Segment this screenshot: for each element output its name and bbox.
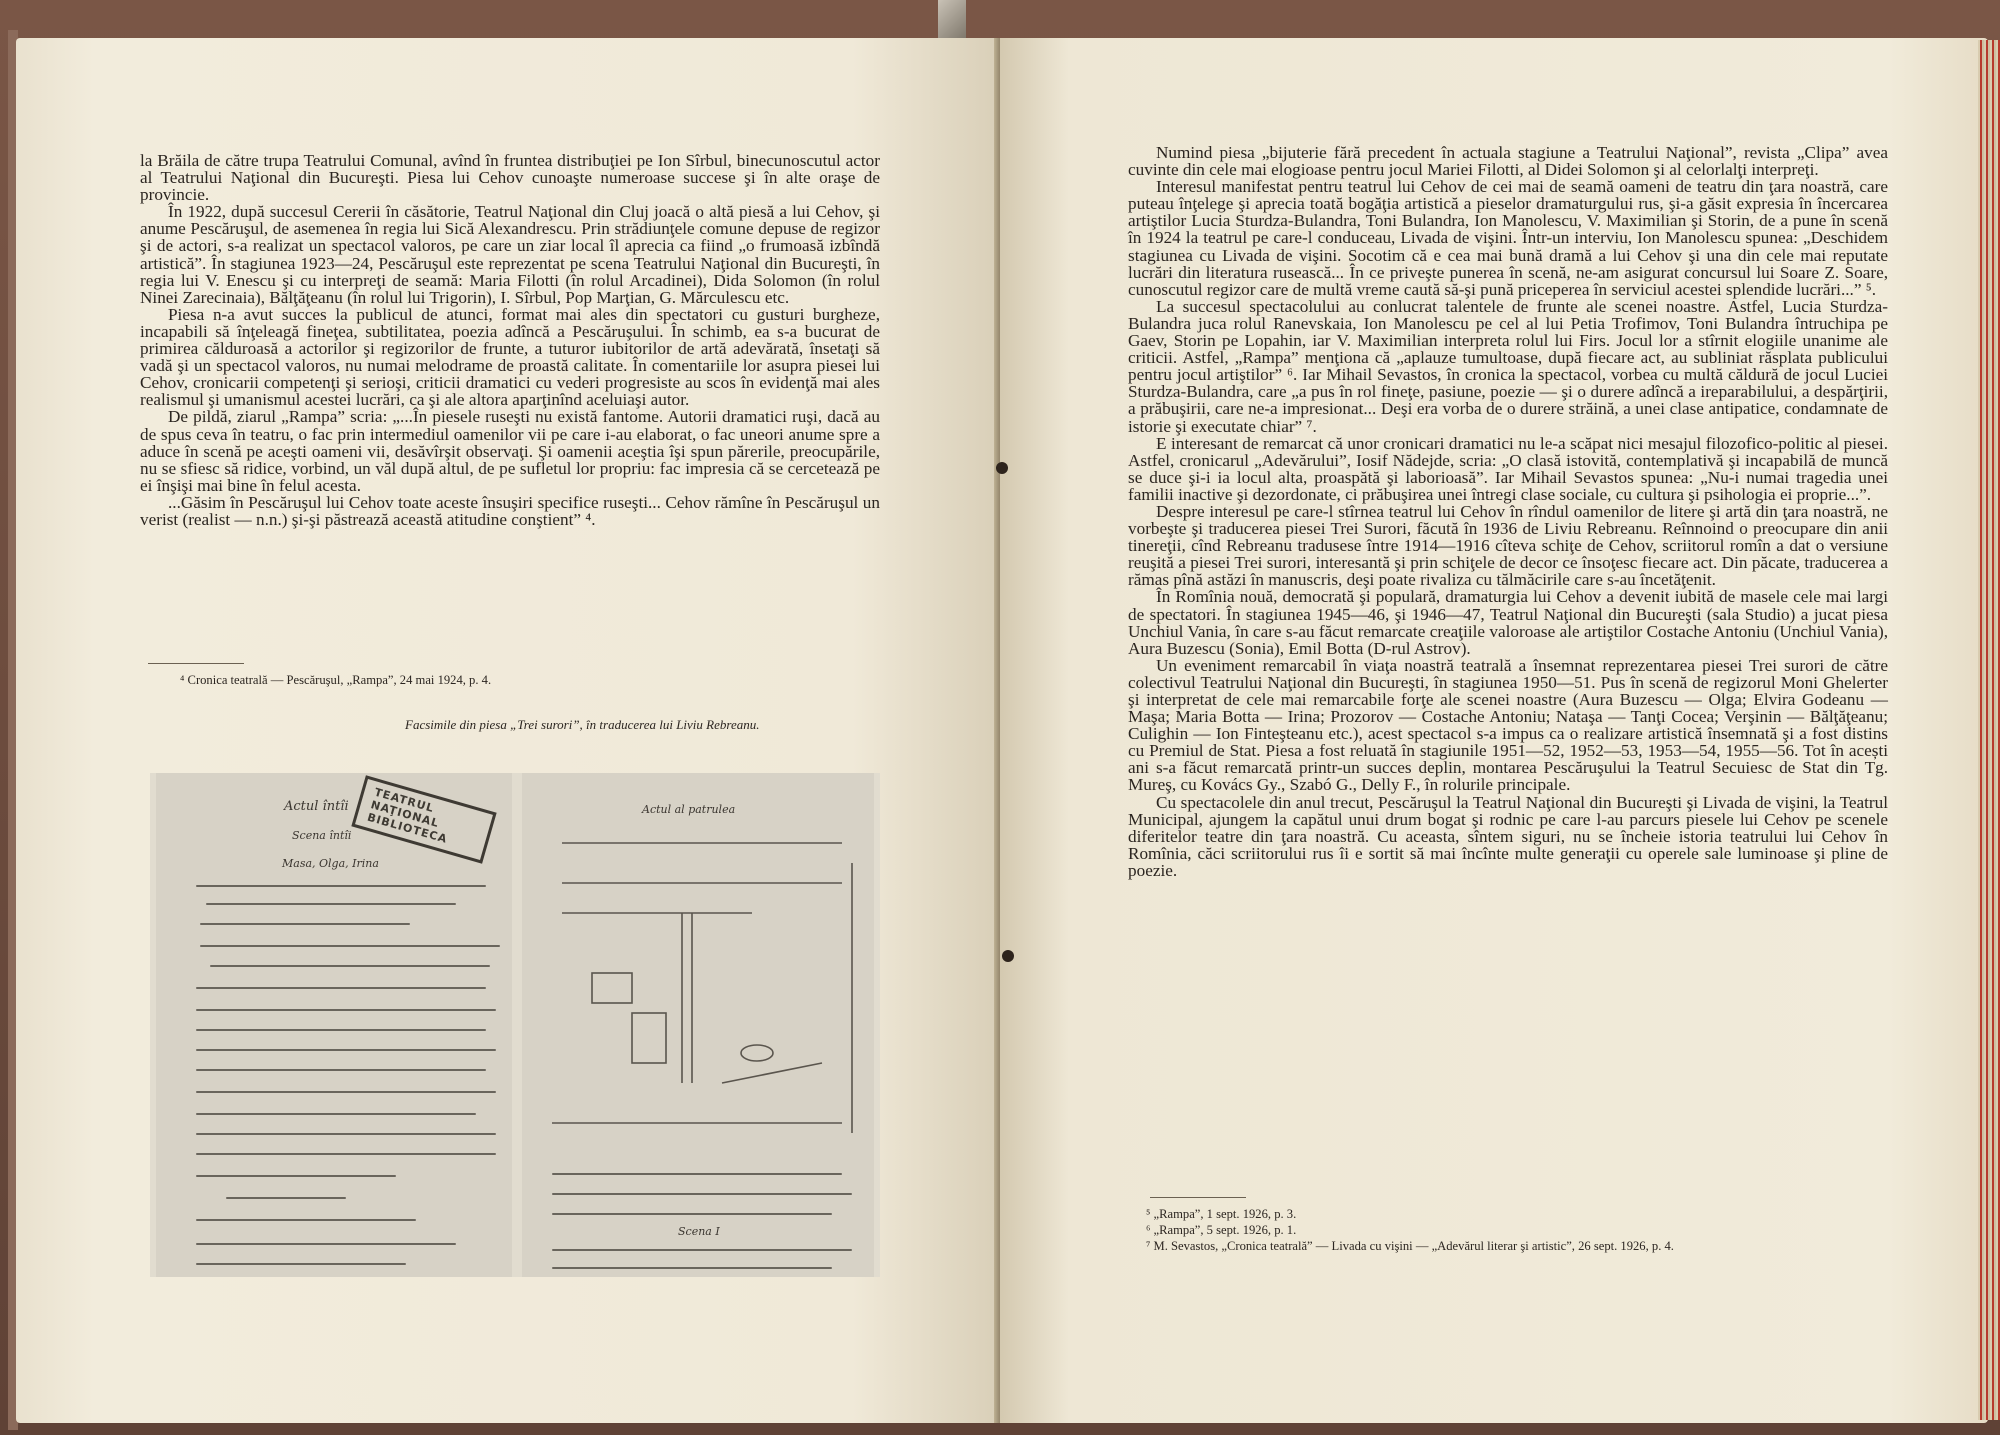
handwritten-heading: Actul întîi [284,799,349,814]
paragraph: În Romînia nouă, democrată şi populară, dramaturgia lui Cehov a devenit iubită de masele cele mai largi de spectatori. În stagiunea 1945—46, şi 1946—47, Teatrul Naţional din Bucureşti (sala Studio) a jucat piesa Unchiul Vania, în care s-au făcut remarcate creaţiile valoroase ale artiştilor Costache Antoniu (Unchiul Vania), Aura Buzescu (Sonia), Emil Botta (D-rul Astrov). [1128,587,1888,658]
footnote: ⁵ „Rampa”, 1 sept. 1926, p. 3. [1146,1207,1297,1221]
bookmark-ribbon [938,0,966,40]
paragraph: Cu spectacolele din anul trecut, Pescăruşul la Teatrul Naţional din Bucureşti şi Livada de vişini, la Teatrul Municipal, ajungem la capătul unui drum bogat şi rodnic pe care l-au parcurs piesele lui Cehov pe scenele diferitelor teatre din ţara noastră. Cu aceasta, sîntem siguri, nu se încheie istoria teatrului lui Cehov în Romînia, căci scriitorului rus îi e sortit să mai încînte multe generaţii cu operele sale luminoase şi pline de poezie. [1128,792,1888,880]
binding-hole [996,462,1008,474]
footnote-rule [1150,1197,1246,1198]
paragraph: E interesant de remarcat că unor cronicari dramatici nu le-a scăpat nici mesajul filozofico-politic al piesei. Astfel, cronicarul „Adevărului”, Iosif Nădejde, scria: „O clasă istovită, contemplativă şi incapabilă de muncă se duce şi-i ia locul alta, proaspătă şi laborioasă”. Iar Mihail Sevastos spunea: „Nu-i numai tragedia unei familii inactive şi dezordonate, ci prăbuşirea unei întregi clase sociale, cu cultura şi psihologia ei proprie...”. [1128,433,1888,504]
paragraph: ...Găsim în Pescăruşul lui Cehov toate aceste însuşiri specifice ruseşti... Cehov rămîne în Pescăruşul un verist (realist — n.n.) şi-şi păstrează această atitudine conştient” ⁴. [140,492,880,529]
paragraph: În 1922, după succesul Cererii în căsătorie, Teatrul Naţional din Cluj joacă o altă piesă a lui Cehov, şi anume Pescăruşul, de asemenea în regia lui Sică Alexandrescu. Prin strădiunţele comune depuse de regizor şi de actori, s-a realizat un spectacol valoros, pe care un ziar local îl aprecia ca fiind „o frumoasă izbîndă artistică”. În stagiunea 1923—24, Pescăruşul este reprezentat pe scena Teatrului Naţional din Bucureşti, în regia lui V. Enescu şi cu interpreţi de seamă: Maria Filotti (în rolul Arcadinei), Dida Solomon (în rolul Ninei Zarecinaia), Bălţăţeanu (în rolul lui Trigorin), I. Sîrbul, Pop Marţian, G. Mărculescu etc. [140,202,880,307]
paragraph: Despre interesul pe care-l stîrnea teatrul lui Cehov în rîndul oamenilor de litere şi artă din ţara noastră, ne vorbeşte şi traducerea piesei Trei Surori, făcută în 1936 de Liviu Rebreanu. Reînnoind o preocupare din anii tinereţii, cînd Rebreanu tradusese între 1914—1916 cîteva schiţe de Cehov, scriitorul romîn a dat o versiune reuşită a piesei Trei surori, interesantă şi prin schiţele de decor ce însoţesc fiecare act. Din păcate, traducerea a rămas pînă astăzi în manuscris, deşi poate rivaliza cu tălmăcirile care s-au încetăţenit. [1128,501,1888,590]
footnote: ⁷ M. Sevastos, „Cronica teatrală” — Livada cu vişini — „Adevărul literar şi artistic”, 26 sept. 1926, p. 4. [1146,1239,1674,1253]
page-edges [1978,40,2000,1420]
footnote-rule [148,663,244,664]
handwritten-subheading: Scena întîi [292,829,352,842]
paragraph: Un eveniment remarcabil în viaţa noastră teatrală a însemnat reprezentarea piesei Trei surori de către colectivul Teatrului Naţional din Bucureşti, în stagiunea 1950—51. Pus în scenă de regizorul Moni Ghelerter şi interpretat de cele mai remarcabile forţe ale scenei noastre (Aura Buzescu — Olga; Elvira Godeanu — Maşa; Maria Botta — Irina; Prozorov — Costache Antoniu; Nataşa — Tanţi Cocea; Verşinin — Bălţăţeanu; Culighin — Ion Finteşteanu etc.), acest spectacol s-a impus ca o realizare artistică însemnată şi a fost distins cu Premiul de Stat. Piesa a fost reluată în stagiunile 1951—52, 1952—53, 1953—54, 1955—56. Tot în acești ani s-a făcut remarcată printr-un succes deplin, montarea Pescăruşului la Teatrul Secuiesc de Stat din Tg. Mureş, cu Kovács Gy., Szabó G., Delly F., în rolurile principale. [1128,655,1888,795]
paragraph: Numind piesa „bijuterie fără precedent în actuala stagiune a Teatrului Naţional”, revista „Clipa” avea cuvinte din cele mai elogioase pentru jocul Mariei Filotti, al Didei Solomon şi al celorlalţi interpreţi. [1128,143,1888,180]
library-stamp: TEATRUL NAŢIONAL BIBLIOTECA [351,775,496,863]
paragraph: Interesul manifestat pentru teatrul lui Cehov de cei mai de seamă oameni de teatru din ţara noastră, care puteau înţelege şi aprecia toată bogăţia artistică a pieselor dramaturgului rus, şi-a găsit expresia în încercarea artiştilor Lucia Sturdza-Bulandra, Toni Bulandra, Ion Manolescu, V. Maximilian şi Storin, de a pune în scenă în 1924 la teatrul pe care-l conduceau, Livada de vişini. Într-un interviu, Ion Manolescu spunea: „Deschidem stagiunea cu Livada de vişini. Socotim că e cea mai bună dramă a lui Cehov şi una din cele mai reputate lucrări din literatura rusească... În ce priveşte punerea în scenă, ne-am asigurat concursul lui Soare Z. Soare, cunoscutul regizor care de multă vreme caută să-şi pună priceperea în serviciul acestei splendide lucrări...” ⁵. [1128,177,1888,299]
paragraph: la Brăila de către trupa Teatrului Comunal, avînd în fruntea distribuţiei pe Ion Sîrbul, binecunoscutul actor al Teatrului Naţional din Bucureşti. Piesa lui Cehov cunoaşte numeroase succese şi în alte oraşe de provincie. [140,151,880,205]
paragraph: De pildă, ziarul „Rampa” scria: „...În piesele ruseşti nu există fantome. Autorii dramatici ruşi, dacă au de spus ceva în teatru, o fac prin intermediul oamenilor vii pe care i-au elaborat, o fac uneori anume spre a aduce în scenă pe aceşti oameni vii, desăvîrşit observaţi. Şi oamenii aceştia îşi spun părerile, preocupările, nu se sfiesc să ridice, vorbind, un văl după altul, de pe sufletul lor propriu: fac impresia că se cercetează pe ei înşişi mai bine în felul acesta. [140,407,880,495]
figure-caption: Facsimile din piesa „Trei surori”, în traducerea lui Liviu Rebreanu. [405,717,760,732]
paragraph: La succesul spectacolului au conlucrat talentele de frunte ale scenei noastre. Astfel, Lucia Sturdza-Bulandra juca rolul Ranevskaia, Ion Manolescu pe cel al lui Petia Trofimov, Toni Bulandra întruchipa pe Gaev, Storin pe Lopahin, iar V. Maximilian interpreta rolul lui Firs. Jocul lor a stîrnit elogiile unanime ale criticii. Astfel, „Rampa” menţiona că „aplauze tumultoase, după fiecare act, au subliniat răsplata publicului pentru jocul artiştilor” ⁶. Iar Mihail Sevastos, în cronica la spectacol, vorbea cu multă căldură de jocul Luciei Sturdza-Bulandra, care „a pus în rol fineţe, pasiune, poezie — şi o durere adîncă a ireparabilului, a despărţirii, a prăbuşirii, care ne-a impresionat... Deşi era vorba de o durere străină, a unei clase antipatice, condamnate de istorie şi executate chiar” ⁷. [1128,296,1888,436]
handwritten-heading: Actul al patrulea [642,803,736,816]
handwritten-names: Masa, Olga, Irina [282,857,379,870]
footnote: ⁶ „Rampa”, 5 sept. 1926, p. 1. [1146,1223,1297,1237]
handwritten-subheading: Scena I [678,1225,720,1238]
footnote: ⁴ Cronica teatrală — Pescăruşul, „Rampa”, 24 mai 1924, p. 4. [180,673,492,687]
paragraph: Piesa n-a avut succes la publicul de atunci, format mai ales din spectatori cu gusturi burgheze, incapabili să înţeleagă fineţea, subtilitatea, poezia adîncă a Pescăruşului. În schimb, ea s-a bucurat de primirea călduroasă a actorilor şi regizorilor de frunte, a tuturor iubitorilor de artă adevărată, însetaţi să vadă şi un spectacol valoros, nu numai melodrame de proastă calitate. În comentariile lor asupra piesei lui Cehov, cronicarii competenţi şi serioşi, criticii dramatici cu vederi progresiste au scos în evidenţă mai ales realismul şi umanismul acestei lucrări, ca şi ale altora aparţinînd aceluiaşi autor. [140,304,880,410]
facsimile-page-left [156,773,512,1277]
footnotes [1146,1206,1896,1254]
stage-set-sketch [522,823,874,1163]
facsimile-image [150,773,880,1277]
binding-hole [1002,950,1014,962]
right-page-text [1128,144,1888,879]
facsimile-page-right [522,773,874,1277]
left-page-text [140,152,880,528]
